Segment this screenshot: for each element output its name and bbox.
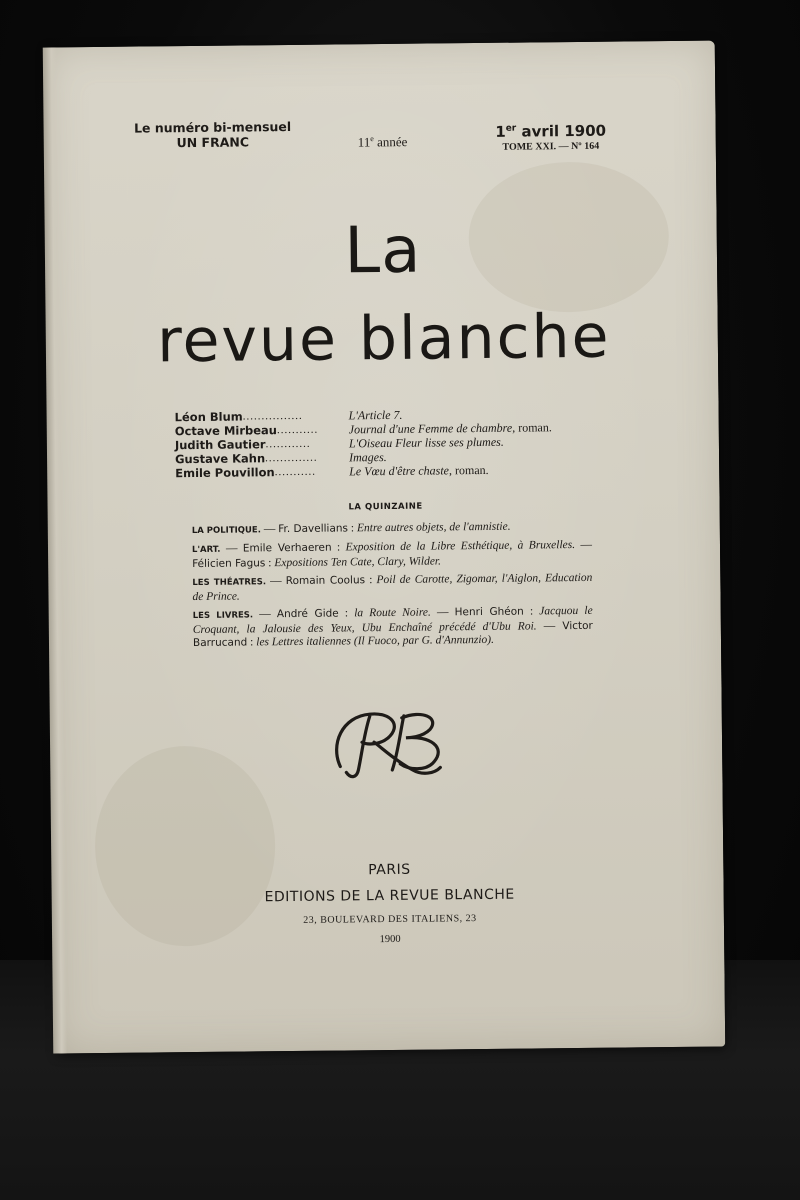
article-title: Entre autres objets, de l'amnistie. [356, 520, 511, 535]
separator: : [364, 574, 377, 587]
toc-leader: ........... [274, 465, 316, 479]
imprint-publisher: EDITIONS DE LA REVUE BLANCHE [264, 886, 515, 906]
contributor-name: Emile Verhaeren [242, 541, 332, 555]
toc-work-suffix: , roman. [448, 462, 489, 478]
toc-work-suffix: , roman. [512, 420, 552, 435]
toc-work-title: Images. [348, 449, 387, 465]
dash: — [253, 608, 277, 621]
separator: : [523, 605, 540, 618]
toc-work [349, 463, 489, 478]
toc-leader: ............ [265, 437, 311, 451]
contributor-name: Victor Barrucand [192, 619, 593, 650]
issue-date [476, 121, 626, 141]
separator: : [338, 607, 355, 620]
contributor-name: Romain Coolus [285, 574, 366, 588]
toc-author: Emile Pouvillon [175, 465, 275, 481]
dash: — [536, 619, 563, 632]
price-line-1: Le numéro bi-mensuel [133, 118, 292, 136]
date-superscript: er [505, 123, 517, 134]
dash: — [430, 606, 455, 619]
imprint-city: PARIS [368, 861, 411, 879]
article-title: Expositions Ten Cate, Clary, Wilder. [274, 554, 442, 569]
date-day: 1 [495, 122, 506, 141]
imprint-address: 23, BOULEVARD DES ITALIENS, 23 [303, 913, 477, 926]
price-line-2: UN FRANC [176, 134, 250, 151]
dash: — [260, 523, 279, 536]
date-month-year: avril 1900 [521, 121, 607, 141]
year-word: année [377, 134, 408, 150]
section-heading: LES LIVRES. [192, 610, 254, 622]
title-line-2: revue blanche [156, 301, 611, 377]
issue-date-block [476, 121, 626, 153]
section-heading: LES THÉATRES. [192, 577, 267, 589]
section-livres [193, 605, 593, 651]
separator: : [265, 556, 275, 569]
toc-leader: ........... [276, 423, 319, 437]
toc-leader: ................ [242, 409, 303, 423]
year-volume [358, 134, 408, 151]
toc-work-title: L'Article 7. [348, 407, 403, 423]
separator: : [347, 522, 358, 535]
article-title: la Route Noire. [354, 606, 431, 620]
article-title: Poil de Carotte, Zigomar, l'Aiglon, Education de Prince. [192, 571, 593, 603]
dash: — [220, 542, 243, 555]
price-notice [113, 119, 313, 151]
toc-author: Octave Mirbeau [174, 423, 278, 439]
toc-work-title: L'Oiseau Fleur lisse ses plumes. [348, 434, 504, 451]
toc-author: Judith Gautier [174, 437, 266, 453]
dash: — [575, 538, 593, 552]
year-superscript: e [370, 134, 374, 144]
section-politique [192, 520, 592, 539]
toc-work-title: Le Vœu d'être chaste [349, 463, 450, 479]
toc-work [349, 450, 387, 464]
article-title: Exposition de la Libre Esthétique, à Bruxelles. [345, 539, 576, 554]
separator: : [331, 541, 346, 554]
contributor-name: Fr. Davellians [278, 522, 349, 536]
title-line-1: La [344, 213, 422, 289]
dash: — [265, 575, 286, 588]
toc-work-title: Journal d'une Femme de chambre [348, 420, 513, 437]
separator: : [247, 636, 257, 649]
contributor-name: André Gide [276, 607, 339, 621]
quinzaine-heading: LA QUINZAINE [348, 501, 423, 513]
toc-author: Léon Blum [174, 409, 243, 425]
toc-leader: .............. [265, 451, 318, 465]
article-title: Jacquou le Croquant, la Jalousie des Yeux, Ubu Enchaîné précédé d'Ubu Roi. [192, 604, 593, 636]
contributor-name: Henri Ghéon [454, 605, 524, 619]
table-of-contents [175, 405, 646, 480]
section-heading: LA POLITIQUE. [191, 525, 261, 537]
article-title: les Lettres italiennes (Il Fuoco, par G. d'Annunzio). [256, 633, 495, 649]
year-number: 11 [357, 134, 371, 150]
rb-monogram-logo [322, 703, 463, 784]
toc-author: Gustave Kahn [174, 451, 266, 467]
imprint-year: 1900 [379, 933, 401, 946]
toc-work [349, 408, 403, 423]
section-heading: L'ART. [191, 544, 221, 556]
tome-number: TOME XXI. — Nº 164 [502, 140, 600, 153]
section-theatres [192, 572, 592, 604]
magazine-cover [47, 41, 725, 1054]
contributor-name: Félicien Fagus [192, 556, 266, 570]
section-art [192, 539, 592, 571]
